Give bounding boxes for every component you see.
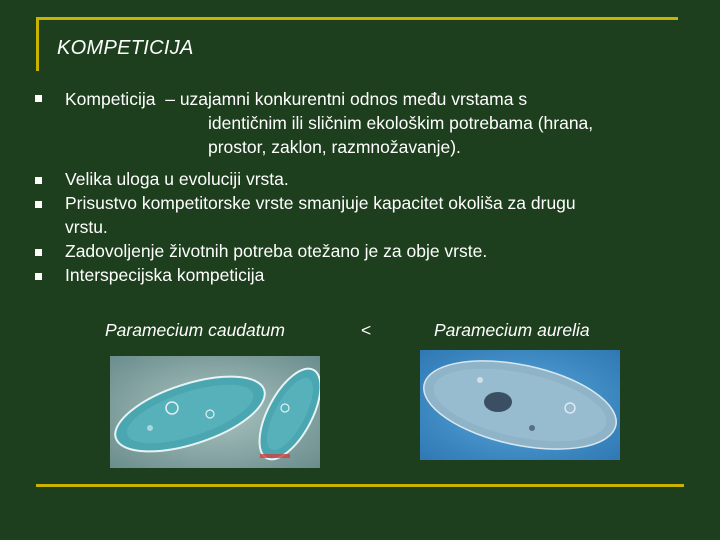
- frame-left-line: [36, 17, 39, 71]
- bullet-2-text: Velika uloga u evoluciji vrsta.: [65, 169, 289, 189]
- paramecium-aurelia-image: [420, 350, 620, 460]
- bullet-1-line-2: identičnim ili sličnim ekološkim potrebama (hrana,: [208, 113, 594, 133]
- bullet-1-sep: –: [165, 89, 175, 109]
- bullet-1-term: Kompeticija: [65, 89, 156, 109]
- bullet-1-line-1: [65, 88, 527, 110]
- species-left-caption: Paramecium caudatum: [105, 320, 285, 340]
- species-right-caption: Paramecium aurelia: [434, 320, 590, 340]
- bullet-marker-4: [35, 249, 42, 256]
- comparison-operator: <: [361, 320, 372, 340]
- bullet-marker-3: [35, 201, 42, 208]
- frame-top-line: [36, 17, 678, 20]
- bullet-1-line-3: prostor, zaklon, razmnožavanje).: [208, 137, 461, 157]
- bullet-3-line-1: Prisustvo kompetitorske vrste smanjuje kapacitet okoliša za drugu: [65, 193, 576, 213]
- bullet-5-text: Interspecijska kompeticija: [65, 265, 265, 285]
- paramecium-caudatum-image: [110, 356, 320, 468]
- paramecium-caudatum-illustration: [110, 356, 320, 468]
- bullet-marker-1: [35, 95, 42, 102]
- bullet-3-line-2: vrstu.: [65, 217, 108, 237]
- paramecium-aurelia-illustration: [420, 350, 620, 460]
- bullet-marker-5: [35, 273, 42, 280]
- frame-bottom-line: [36, 484, 684, 487]
- bullet-4-text: Zadovoljenje životnih potreba otežano je za obje vrste.: [65, 241, 488, 261]
- slide-title: KOMPETICIJA: [57, 37, 194, 59]
- bullet-1-text-1: uzajamni konkurentni odnos među vrstama s: [179, 89, 528, 109]
- bullet-marker-2: [35, 177, 42, 184]
